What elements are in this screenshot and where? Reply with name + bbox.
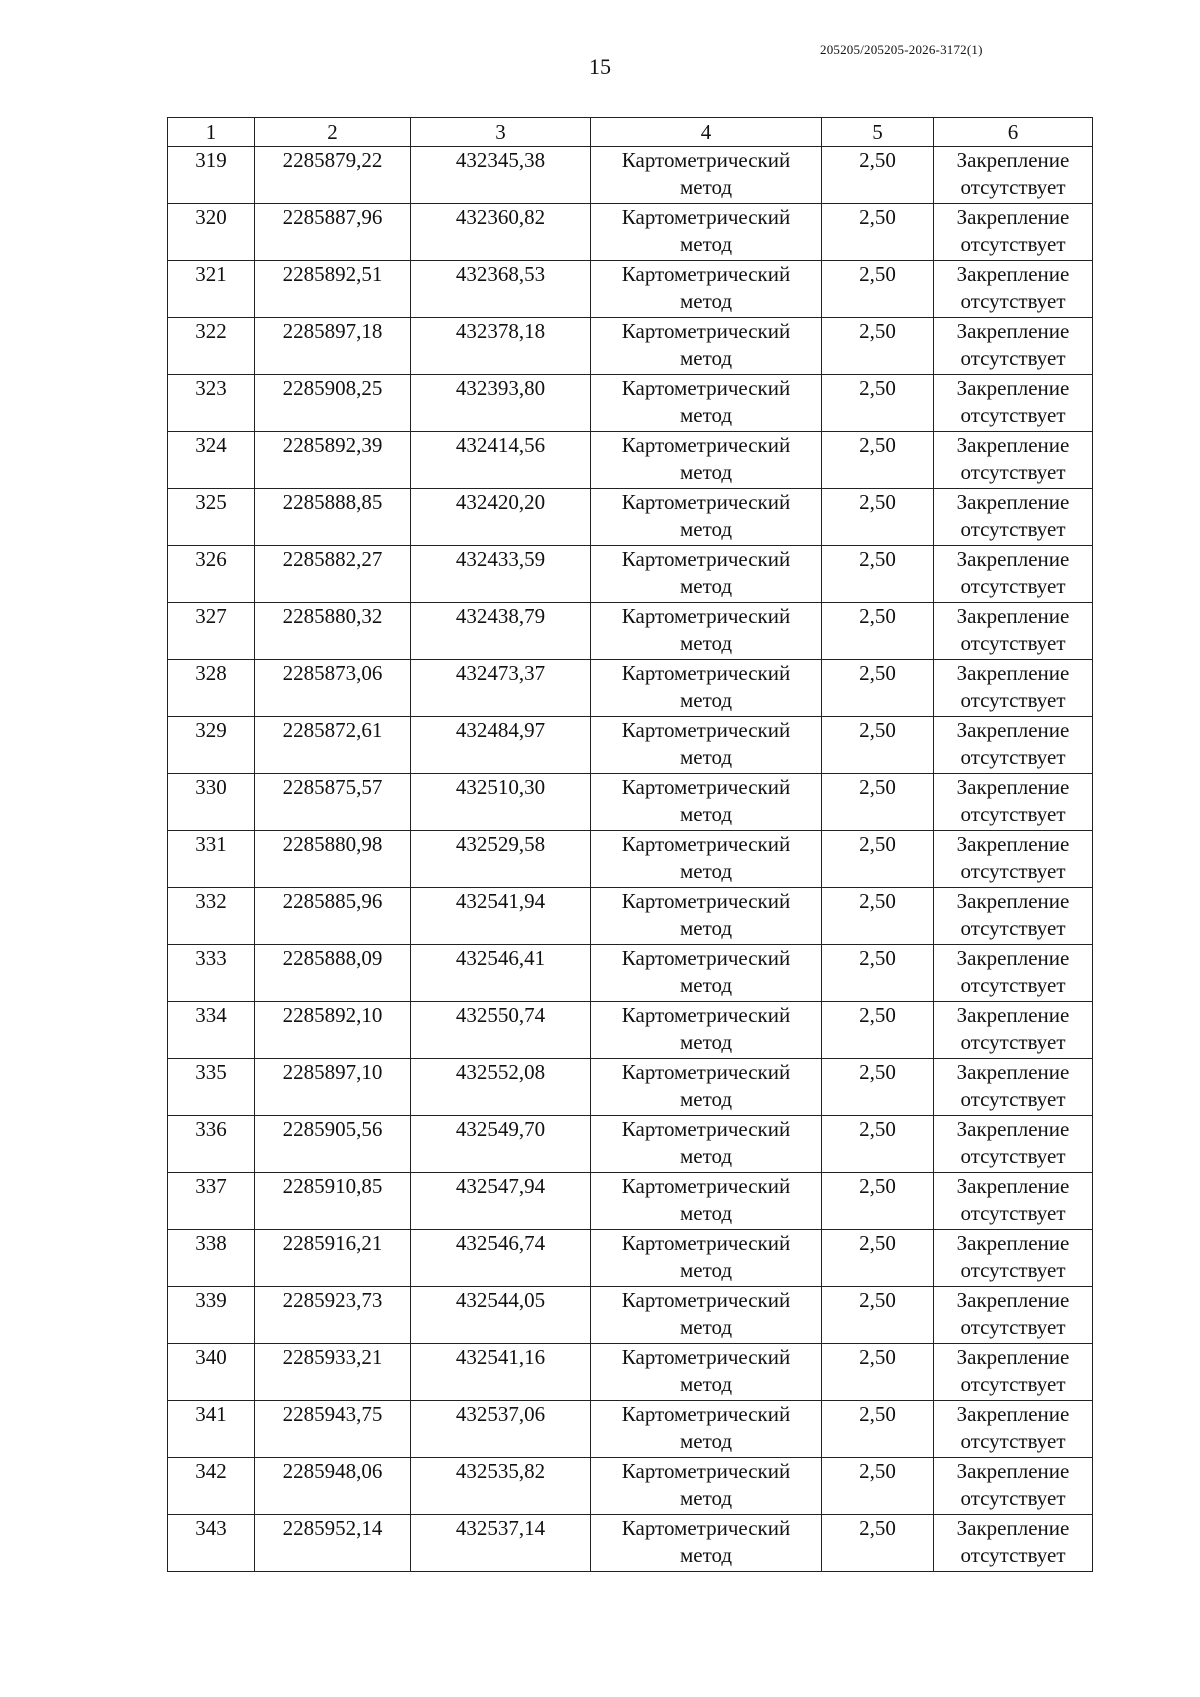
error-cell: 2,50 — [822, 831, 934, 888]
fixation-line-2: отсутствует — [960, 460, 1066, 484]
fixation-line-1: Закрепление — [956, 205, 1070, 229]
method-line-2: метод — [679, 175, 733, 199]
table-row — [168, 1059, 1093, 1116]
fixation-cell — [934, 1059, 1093, 1116]
table-row — [168, 1116, 1093, 1173]
method-line-1: Картометрический — [621, 1117, 791, 1141]
column-header: 6 — [934, 118, 1093, 147]
y-coordinate-cell: 432420,20 — [411, 489, 591, 546]
fixation-cell — [934, 1287, 1093, 1344]
fixation-line-2: отсутствует — [960, 1030, 1066, 1054]
point-number-cell: 339 — [168, 1287, 255, 1344]
method-line-1: Картометрический — [621, 832, 791, 856]
method-line-2: метод — [679, 403, 733, 427]
error-cell: 2,50 — [822, 546, 934, 603]
point-number-cell: 331 — [168, 831, 255, 888]
method-cell — [591, 1173, 822, 1230]
method-line-2: метод — [679, 460, 733, 484]
error-cell: 2,50 — [822, 147, 934, 204]
table-row — [168, 1173, 1093, 1230]
error-cell: 2,50 — [822, 774, 934, 831]
table-row — [168, 375, 1093, 432]
fixation-line-1: Закрепление — [956, 148, 1070, 172]
error-cell: 2,50 — [822, 1515, 934, 1572]
fixation-cell — [934, 147, 1093, 204]
method-line-1: Картометрический — [621, 319, 791, 343]
y-coordinate-cell: 432547,94 — [411, 1173, 591, 1230]
method-line-1: Картометрический — [621, 205, 791, 229]
method-line-2: метод — [679, 1429, 733, 1453]
document-id: 205205/205205-2026-3172(1) — [820, 42, 983, 57]
fixation-line-2: отсутствует — [960, 346, 1066, 370]
table-row — [168, 1002, 1093, 1059]
fixation-line-1: Закрепление — [956, 1345, 1070, 1369]
fixation-line-1: Закрепление — [956, 319, 1070, 343]
point-number-cell: 320 — [168, 204, 255, 261]
y-coordinate-cell: 432541,94 — [411, 888, 591, 945]
fixation-line-1: Закрепление — [956, 490, 1070, 514]
point-number-cell: 343 — [168, 1515, 255, 1572]
method-line-2: метод — [679, 1543, 733, 1567]
fixation-line-2: отсутствует — [960, 1087, 1066, 1111]
table-row — [168, 603, 1093, 660]
method-cell — [591, 660, 822, 717]
x-coordinate-cell: 2285923,73 — [255, 1287, 411, 1344]
fixation-cell — [934, 831, 1093, 888]
fixation-line-2: отсутствует — [960, 175, 1066, 199]
method-cell — [591, 1287, 822, 1344]
fixation-line-2: отсутствует — [960, 859, 1066, 883]
table-row — [168, 204, 1093, 261]
fixation-line-2: отсутствует — [960, 403, 1066, 427]
fixation-line-1: Закрепление — [956, 262, 1070, 286]
fixation-line-1: Закрепление — [956, 1231, 1070, 1255]
table-row — [168, 147, 1093, 204]
error-cell: 2,50 — [822, 204, 934, 261]
error-cell: 2,50 — [822, 375, 934, 432]
error-cell: 2,50 — [822, 1002, 934, 1059]
x-coordinate-cell: 2285892,10 — [255, 1002, 411, 1059]
method-line-1: Картометрический — [621, 1345, 791, 1369]
fixation-line-1: Закрепление — [956, 832, 1070, 856]
point-number-cell: 333 — [168, 945, 255, 1002]
fixation-line-2: отсутствует — [960, 973, 1066, 997]
method-cell — [591, 888, 822, 945]
fixation-line-1: Закрепление — [956, 433, 1070, 457]
method-cell — [591, 204, 822, 261]
method-line-2: метод — [679, 1030, 733, 1054]
fixation-cell — [934, 1002, 1093, 1059]
fixation-cell — [934, 1344, 1093, 1401]
y-coordinate-cell: 432433,59 — [411, 546, 591, 603]
fixation-cell — [934, 774, 1093, 831]
fixation-cell — [934, 1515, 1093, 1572]
method-cell — [591, 489, 822, 546]
y-coordinate-cell: 432541,16 — [411, 1344, 591, 1401]
column-header: 3 — [411, 118, 591, 147]
method-line-1: Картометрический — [621, 604, 791, 628]
y-coordinate-cell: 432438,79 — [411, 603, 591, 660]
method-line-2: метод — [679, 232, 733, 256]
y-coordinate-cell: 432414,56 — [411, 432, 591, 489]
method-cell — [591, 1344, 822, 1401]
table-row — [168, 774, 1093, 831]
y-coordinate-cell: 432535,82 — [411, 1458, 591, 1515]
error-cell: 2,50 — [822, 489, 934, 546]
x-coordinate-cell: 2285943,75 — [255, 1401, 411, 1458]
method-cell — [591, 546, 822, 603]
y-coordinate-cell: 432546,74 — [411, 1230, 591, 1287]
y-coordinate-cell: 432360,82 — [411, 204, 591, 261]
table-row — [168, 261, 1093, 318]
method-line-2: метод — [679, 1087, 733, 1111]
method-cell — [591, 945, 822, 1002]
fixation-cell — [934, 660, 1093, 717]
fixation-cell — [934, 717, 1093, 774]
fixation-cell — [934, 1230, 1093, 1287]
method-line-1: Картометрический — [621, 775, 791, 799]
x-coordinate-cell: 2285916,21 — [255, 1230, 411, 1287]
method-line-2: метод — [679, 1144, 733, 1168]
y-coordinate-cell: 432544,05 — [411, 1287, 591, 1344]
method-line-1: Картометрический — [621, 718, 791, 742]
table-row — [168, 1515, 1093, 1572]
table-row — [168, 831, 1093, 888]
fixation-line-2: отсутствует — [960, 1315, 1066, 1339]
point-number-cell: 338 — [168, 1230, 255, 1287]
method-cell — [591, 1116, 822, 1173]
method-cell — [591, 261, 822, 318]
error-cell: 2,50 — [822, 1230, 934, 1287]
y-coordinate-cell: 432378,18 — [411, 318, 591, 375]
fixation-line-2: отсутствует — [960, 517, 1066, 541]
table-row — [168, 1344, 1093, 1401]
y-coordinate-cell: 432549,70 — [411, 1116, 591, 1173]
x-coordinate-cell: 2285888,85 — [255, 489, 411, 546]
x-coordinate-cell: 2285875,57 — [255, 774, 411, 831]
x-coordinate-cell: 2285888,09 — [255, 945, 411, 1002]
table-row — [168, 945, 1093, 1002]
method-line-1: Картометрический — [621, 376, 791, 400]
point-number-cell: 324 — [168, 432, 255, 489]
fixation-line-2: отсутствует — [960, 289, 1066, 313]
point-number-cell: 340 — [168, 1344, 255, 1401]
x-coordinate-cell: 2285905,56 — [255, 1116, 411, 1173]
method-line-1: Картометрический — [621, 1060, 791, 1084]
method-line-1: Картометрический — [621, 889, 791, 913]
fixation-line-2: отсутствует — [960, 802, 1066, 826]
method-line-2: метод — [679, 916, 733, 940]
fixation-line-1: Закрепление — [956, 1402, 1070, 1426]
method-cell — [591, 147, 822, 204]
method-cell — [591, 1515, 822, 1572]
x-coordinate-cell: 2285880,32 — [255, 603, 411, 660]
method-line-1: Картометрический — [621, 547, 791, 571]
fixation-line-1: Закрепление — [956, 604, 1070, 628]
table-row — [168, 489, 1093, 546]
fixation-line-2: отсутствует — [960, 1429, 1066, 1453]
method-cell — [591, 774, 822, 831]
x-coordinate-cell: 2285887,96 — [255, 204, 411, 261]
y-coordinate-cell: 432550,74 — [411, 1002, 591, 1059]
fixation-line-1: Закрепление — [956, 1174, 1070, 1198]
method-cell — [591, 1401, 822, 1458]
fixation-line-2: отсутствует — [960, 688, 1066, 712]
fixation-line-2: отсутствует — [960, 1486, 1066, 1510]
y-coordinate-cell: 432368,53 — [411, 261, 591, 318]
fixation-line-1: Закрепление — [956, 376, 1070, 400]
table-row — [168, 1230, 1093, 1287]
table-row — [168, 1401, 1093, 1458]
method-line-1: Картометрический — [621, 1003, 791, 1027]
point-number-cell: 342 — [168, 1458, 255, 1515]
point-number-cell: 322 — [168, 318, 255, 375]
method-line-1: Картометрический — [621, 946, 791, 970]
method-line-2: метод — [679, 973, 733, 997]
point-number-cell: 323 — [168, 375, 255, 432]
method-line-2: метод — [679, 1258, 733, 1282]
fixation-cell — [934, 603, 1093, 660]
error-cell: 2,50 — [822, 1116, 934, 1173]
fixation-line-2: отсутствует — [960, 631, 1066, 655]
x-coordinate-cell: 2285897,18 — [255, 318, 411, 375]
method-cell — [591, 1458, 822, 1515]
y-coordinate-cell: 432529,58 — [411, 831, 591, 888]
error-cell: 2,50 — [822, 318, 934, 375]
method-line-1: Картометрический — [621, 490, 791, 514]
fixation-line-2: отсутствует — [960, 1201, 1066, 1225]
y-coordinate-cell: 432473,37 — [411, 660, 591, 717]
method-cell — [591, 432, 822, 489]
x-coordinate-cell: 2285873,06 — [255, 660, 411, 717]
point-number-cell: 328 — [168, 660, 255, 717]
method-line-2: метод — [679, 1372, 733, 1396]
fixation-cell — [934, 1173, 1093, 1230]
method-line-2: метод — [679, 688, 733, 712]
page-number: 15 — [589, 54, 611, 79]
error-cell: 2,50 — [822, 603, 934, 660]
method-line-1: Картометрический — [621, 1288, 791, 1312]
table-row — [168, 318, 1093, 375]
fixation-line-2: отсутствует — [960, 916, 1066, 940]
error-cell: 2,50 — [822, 888, 934, 945]
fixation-cell — [934, 945, 1093, 1002]
fixation-line-1: Закрепление — [956, 775, 1070, 799]
method-cell — [591, 1059, 822, 1116]
method-line-1: Картометрический — [621, 262, 791, 286]
fixation-line-1: Закрепление — [956, 1060, 1070, 1084]
fixation-cell — [934, 888, 1093, 945]
x-coordinate-cell: 2285897,10 — [255, 1059, 411, 1116]
y-coordinate-cell: 432537,06 — [411, 1401, 591, 1458]
error-cell: 2,50 — [822, 1173, 934, 1230]
fixation-cell — [934, 1458, 1093, 1515]
column-header: 5 — [822, 118, 934, 147]
fixation-line-1: Закрепление — [956, 1516, 1070, 1540]
error-cell: 2,50 — [822, 945, 934, 1002]
error-cell: 2,50 — [822, 1344, 934, 1401]
point-number-cell: 325 — [168, 489, 255, 546]
table-row — [168, 660, 1093, 717]
point-number-cell: 321 — [168, 261, 255, 318]
error-cell: 2,50 — [822, 432, 934, 489]
method-line-2: метод — [679, 745, 733, 769]
point-number-cell: 335 — [168, 1059, 255, 1116]
method-line-2: метод — [679, 346, 733, 370]
point-number-cell: 341 — [168, 1401, 255, 1458]
y-coordinate-cell: 432484,97 — [411, 717, 591, 774]
fixation-cell — [934, 1116, 1093, 1173]
fixation-line-1: Закрепление — [956, 547, 1070, 571]
method-cell — [591, 717, 822, 774]
x-coordinate-cell: 2285908,25 — [255, 375, 411, 432]
table-row — [168, 432, 1093, 489]
method-line-1: Картометрический — [621, 1459, 791, 1483]
method-cell — [591, 318, 822, 375]
fixation-cell — [934, 204, 1093, 261]
table-row — [168, 1458, 1093, 1515]
x-coordinate-cell: 2285948,06 — [255, 1458, 411, 1515]
fixation-cell — [934, 318, 1093, 375]
method-line-1: Картометрический — [621, 433, 791, 457]
column-header: 1 — [168, 118, 255, 147]
table-row — [168, 546, 1093, 603]
y-coordinate-cell: 432537,14 — [411, 1515, 591, 1572]
x-coordinate-cell: 2285880,98 — [255, 831, 411, 888]
fixation-cell — [934, 432, 1093, 489]
fixation-cell — [934, 375, 1093, 432]
method-line-2: метод — [679, 289, 733, 313]
method-line-2: метод — [679, 1486, 733, 1510]
method-line-1: Картометрический — [621, 1231, 791, 1255]
x-coordinate-cell: 2285872,61 — [255, 717, 411, 774]
x-coordinate-cell: 2285910,85 — [255, 1173, 411, 1230]
fixation-cell — [934, 546, 1093, 603]
fixation-line-2: отсутствует — [960, 1543, 1066, 1567]
fixation-line-2: отсутствует — [960, 745, 1066, 769]
method-line-1: Картометрический — [621, 1516, 791, 1540]
method-line-1: Картометрический — [621, 1174, 791, 1198]
method-line-2: метод — [679, 859, 733, 883]
fixation-line-1: Закрепление — [956, 661, 1070, 685]
fixation-line-1: Закрепление — [956, 1117, 1070, 1141]
error-cell: 2,50 — [822, 1458, 934, 1515]
coordinates-table — [167, 117, 1093, 1572]
method-cell — [591, 831, 822, 888]
error-cell: 2,50 — [822, 261, 934, 318]
method-line-1: Картометрический — [621, 1402, 791, 1426]
table-body — [168, 147, 1093, 1572]
fixation-line-2: отсутствует — [960, 232, 1066, 256]
column-header: 4 — [591, 118, 822, 147]
fixation-line-2: отсутствует — [960, 574, 1066, 598]
table-row — [168, 888, 1093, 945]
y-coordinate-cell: 432546,41 — [411, 945, 591, 1002]
fixation-line-2: отсутствует — [960, 1372, 1066, 1396]
method-line-1: Картометрический — [621, 148, 791, 172]
point-number-cell: 326 — [168, 546, 255, 603]
fixation-cell — [934, 489, 1093, 546]
point-number-cell: 330 — [168, 774, 255, 831]
error-cell: 2,50 — [822, 1287, 934, 1344]
table-row — [168, 1287, 1093, 1344]
error-cell: 2,50 — [822, 1401, 934, 1458]
point-number-cell: 319 — [168, 147, 255, 204]
method-line-2: метод — [679, 1201, 733, 1225]
fixation-cell — [934, 261, 1093, 318]
fixation-line-1: Закрепление — [956, 718, 1070, 742]
method-cell — [591, 1230, 822, 1287]
error-cell: 2,50 — [822, 717, 934, 774]
fixation-line-1: Закрепление — [956, 946, 1070, 970]
table-row — [168, 717, 1093, 774]
point-number-cell: 329 — [168, 717, 255, 774]
y-coordinate-cell: 432345,38 — [411, 147, 591, 204]
fixation-line-1: Закрепление — [956, 1459, 1070, 1483]
y-coordinate-cell: 432510,30 — [411, 774, 591, 831]
y-coordinate-cell: 432393,80 — [411, 375, 591, 432]
x-coordinate-cell: 2285952,14 — [255, 1515, 411, 1572]
x-coordinate-cell: 2285885,96 — [255, 888, 411, 945]
x-coordinate-cell: 2285892,51 — [255, 261, 411, 318]
method-cell — [591, 603, 822, 660]
y-coordinate-cell: 432552,08 — [411, 1059, 591, 1116]
table-header-row — [168, 118, 1093, 147]
fixation-line-1: Закрепление — [956, 1288, 1070, 1312]
point-number-cell: 334 — [168, 1002, 255, 1059]
fixation-cell — [934, 1401, 1093, 1458]
x-coordinate-cell: 2285879,22 — [255, 147, 411, 204]
method-line-2: метод — [679, 574, 733, 598]
point-number-cell: 332 — [168, 888, 255, 945]
point-number-cell: 337 — [168, 1173, 255, 1230]
fixation-line-2: отсутствует — [960, 1144, 1066, 1168]
method-cell — [591, 375, 822, 432]
x-coordinate-cell: 2285882,27 — [255, 546, 411, 603]
fixation-line-1: Закрепление — [956, 889, 1070, 913]
method-line-1: Картометрический — [621, 661, 791, 685]
error-cell: 2,50 — [822, 660, 934, 717]
fixation-line-1: Закрепление — [956, 1003, 1070, 1027]
method-line-2: метод — [679, 517, 733, 541]
x-coordinate-cell: 2285892,39 — [255, 432, 411, 489]
error-cell: 2,50 — [822, 1059, 934, 1116]
method-line-2: метод — [679, 631, 733, 655]
column-header: 2 — [255, 118, 411, 147]
method-cell — [591, 1002, 822, 1059]
point-number-cell: 336 — [168, 1116, 255, 1173]
point-number-cell: 327 — [168, 603, 255, 660]
method-line-2: метод — [679, 1315, 733, 1339]
x-coordinate-cell: 2285933,21 — [255, 1344, 411, 1401]
method-line-2: метод — [679, 802, 733, 826]
fixation-line-2: отсутствует — [960, 1258, 1066, 1282]
